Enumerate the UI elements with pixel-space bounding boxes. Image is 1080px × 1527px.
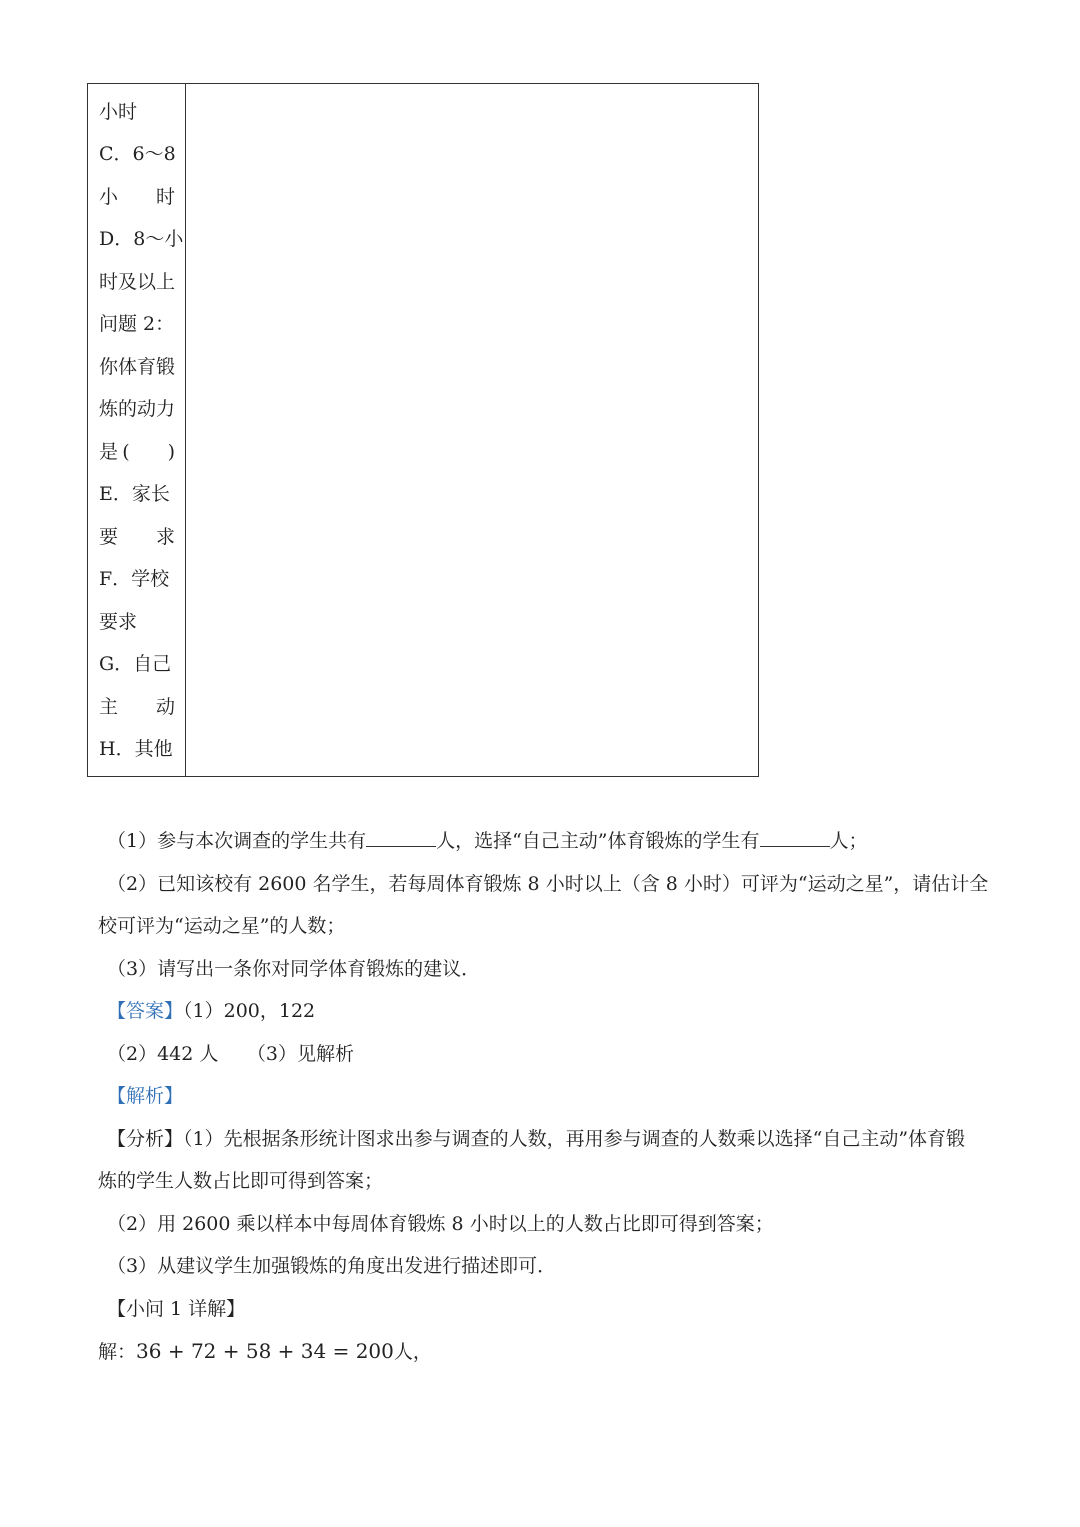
table-cell-line: 小时 — [99, 101, 138, 123]
fenxi-3: （3）从建议学生加强锻炼的角度出发进行描述即可． — [107, 1255, 557, 1277]
question-2-line-1: （2）已知该校有 2600 名学生，若每周体育锻炼 8 小时以上（含 8 小时）可评为“运动之星”，请估计全 — [107, 873, 989, 895]
question-3: （3）请写出一条你对同学体育锻炼的建议． — [107, 958, 481, 980]
table-cell-line: G．自己 — [99, 653, 172, 675]
table-cell-line: 要 求 — [99, 526, 175, 548]
table-cell-line: D．8～小 — [99, 228, 184, 250]
table-cell-line: 主 动 — [99, 696, 175, 718]
fenxi-line-1 — [107, 1124, 997, 1154]
table-column-divider — [185, 84, 186, 776]
fenxi-label: 【分析】 — [107, 1128, 184, 1150]
table-cell-line: 炼的动力 — [99, 398, 176, 420]
fenxi-line-2: 炼的学生人数占比即可得到答案； — [98, 1170, 384, 1192]
table-cell-line: E．家长 — [99, 483, 170, 505]
answer-1: （1）200，122 — [183, 1000, 316, 1022]
solution-suffix: 人， — [393, 1341, 432, 1363]
analysis-label: 【解析】 — [107, 1085, 184, 1107]
question-1-part-c: 人； — [829, 830, 868, 852]
answer-blank — [366, 826, 436, 847]
table-cell-line: 时及以上 — [99, 271, 176, 293]
question-1-part-b: 人，选择“自己主动”体育锻炼的学生有 — [436, 830, 760, 852]
question-1-part-a: （1）参与本次调查的学生共有 — [107, 830, 367, 852]
solution-line — [98, 1336, 988, 1366]
fenxi-text-1: （1）先根据条形统计图求出参与调查的人数，再用参与调查的人数乘以选择“自己主动”体育锻 — [183, 1128, 966, 1150]
table-cell-line: H．其他 — [99, 738, 173, 760]
question-1 — [107, 826, 997, 856]
solution-prefix: 解： — [98, 1341, 137, 1363]
solution-equation: 36 + 72 + 58 + 34 = 200 — [136, 1339, 394, 1363]
table-cell-line: F．学校 — [99, 568, 170, 590]
table-cell-line: 你体育锻 — [99, 356, 176, 378]
detail-label: 【小问 1 详解】 — [107, 1298, 246, 1320]
answer-line-2: （2）442 人 （3）见解析 — [107, 1043, 354, 1065]
fenxi-2: （2）用 2600 乘以样本中每周体育锻炼 8 小时以上的人数占比即可得到答案； — [107, 1213, 774, 1235]
table-cell-line: 要求 — [99, 611, 138, 633]
survey-table — [87, 83, 759, 777]
table-cell-line: 问题 2： — [99, 313, 175, 335]
answer-blank — [760, 826, 830, 847]
answer-label: 【答案】 — [107, 1000, 184, 1022]
table-cell-line: C．6～8 — [99, 143, 176, 165]
answer-line-1 — [107, 996, 997, 1026]
table-cell-line: 是( ) — [99, 441, 175, 463]
table-cell-line: 小 时 — [99, 186, 175, 208]
question-2-line-2: 校可评为“运动之星”的人数； — [98, 915, 346, 937]
